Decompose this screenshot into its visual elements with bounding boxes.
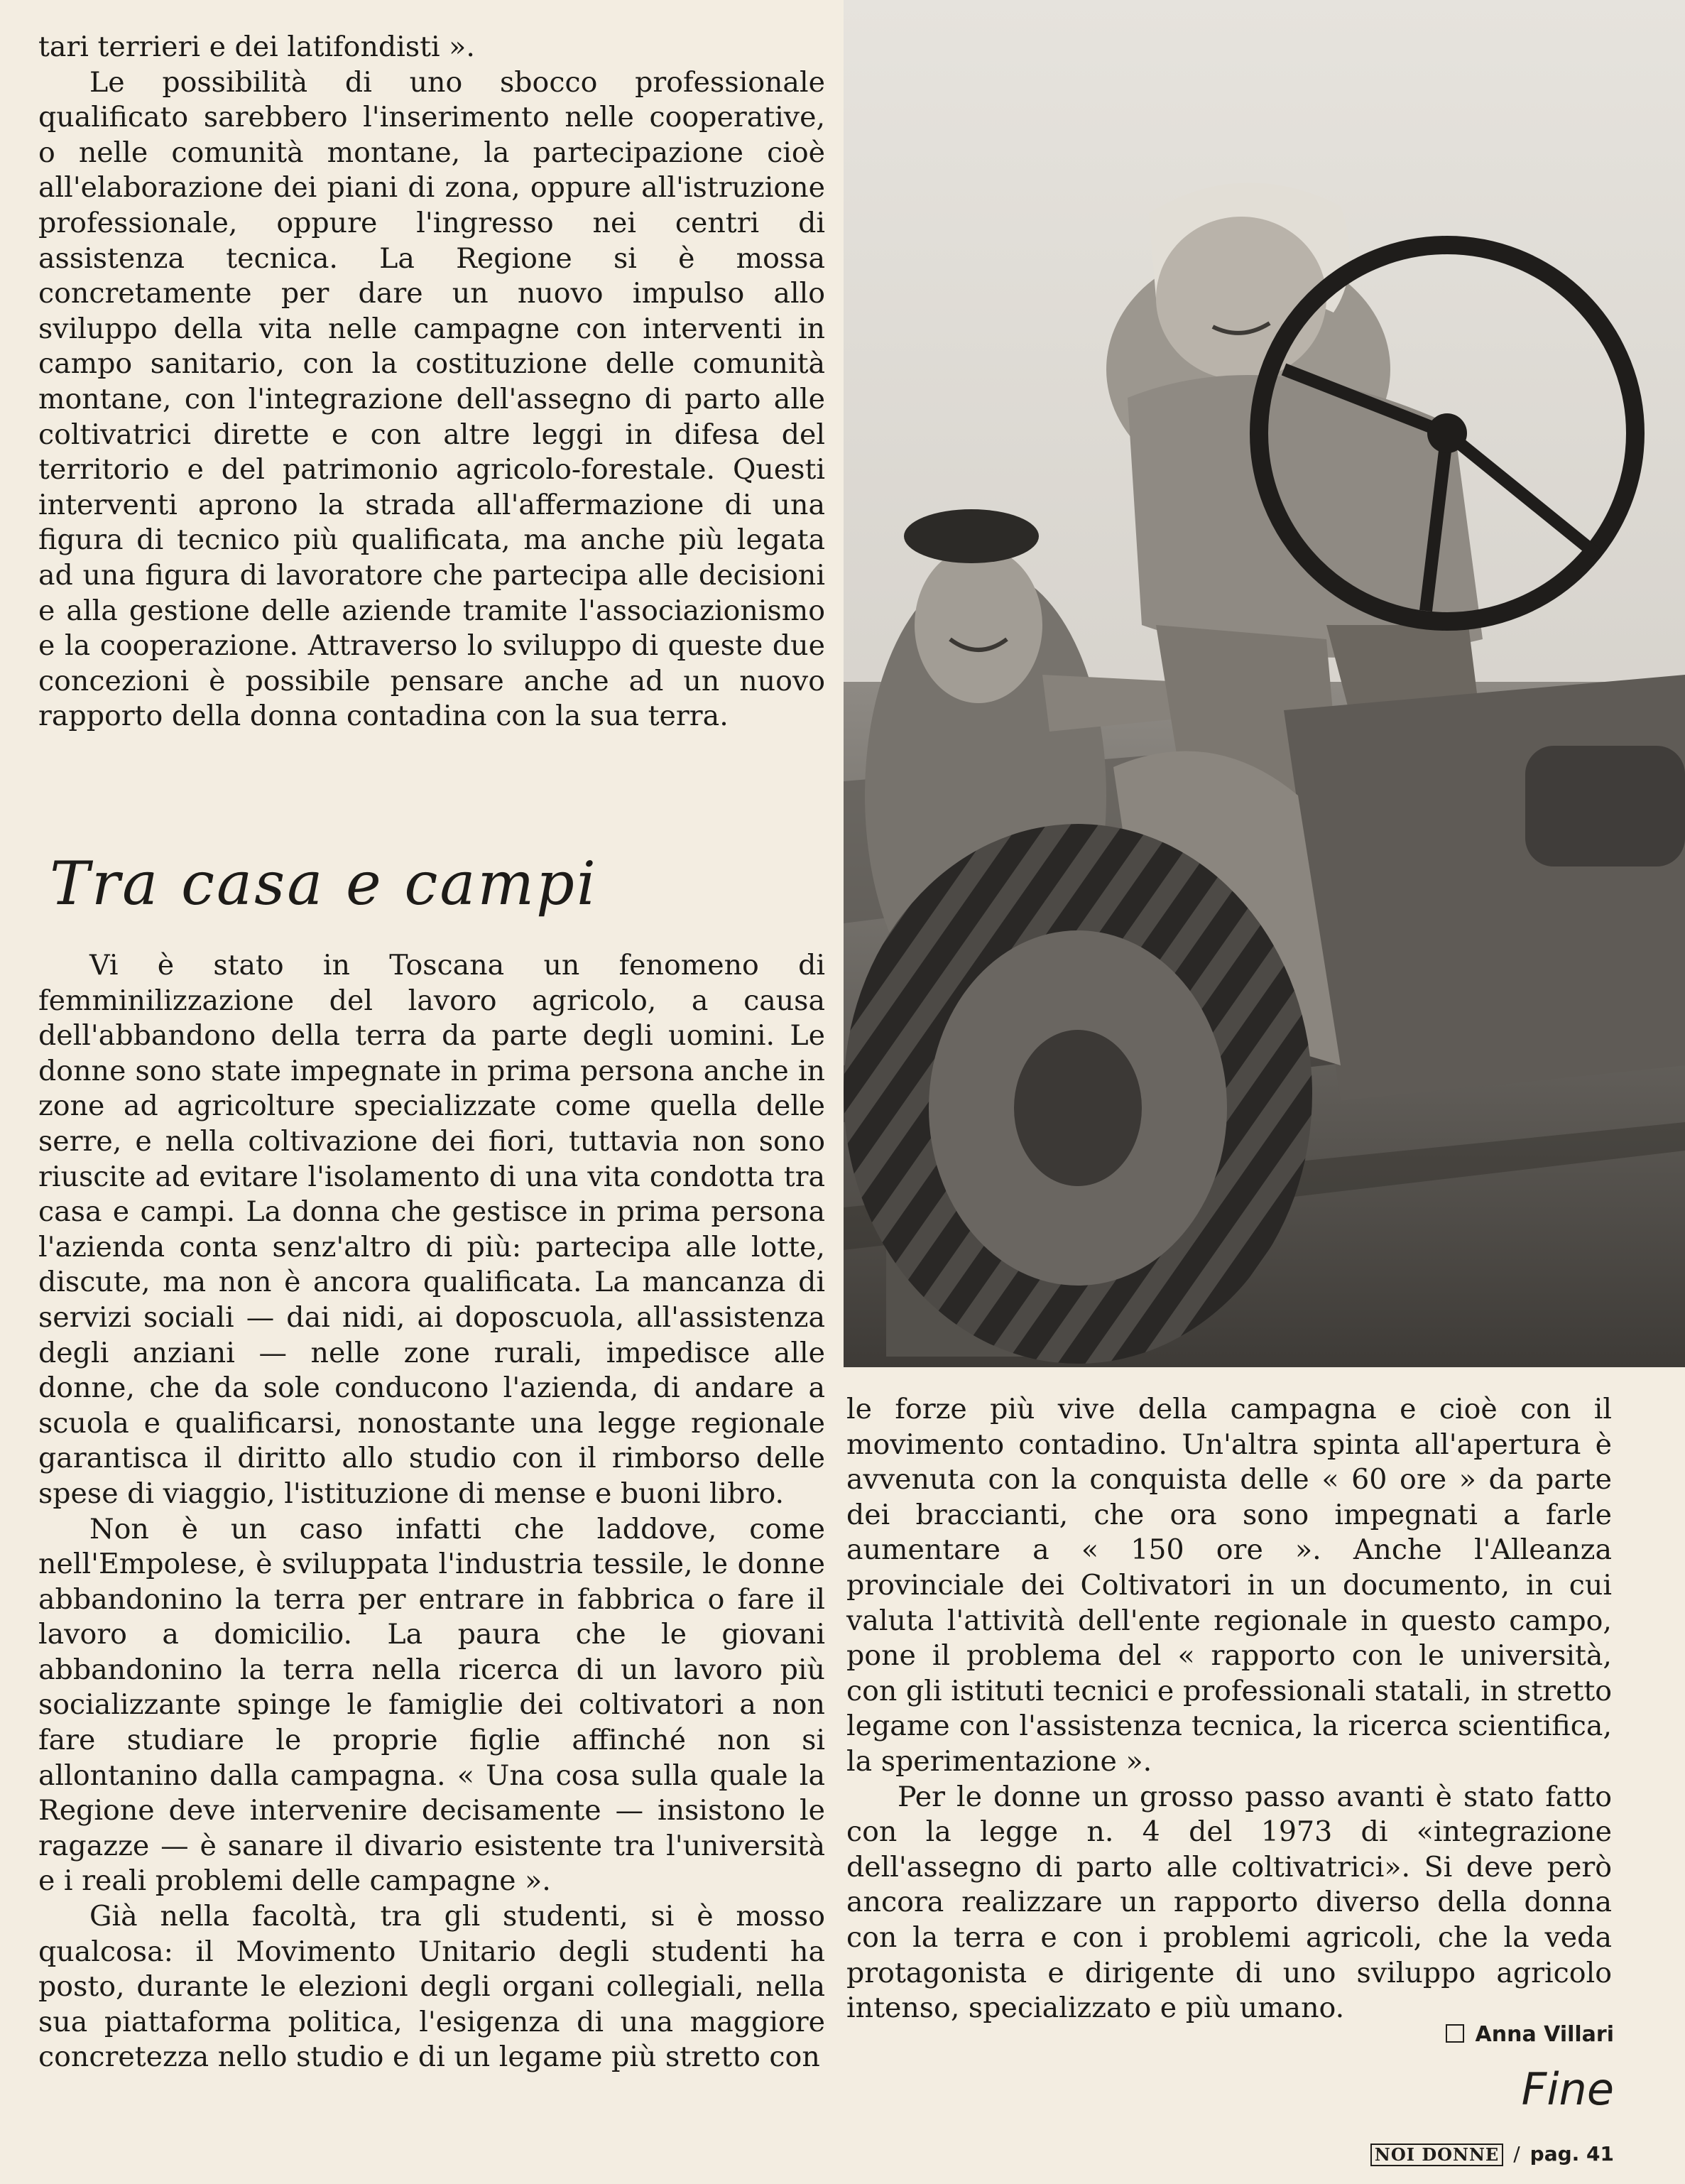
footer-separator: / bbox=[1513, 2142, 1520, 2166]
paragraph: Non è un caso infatti che laddove, come nell'Empolese, è sviluppata l'industria tessile, le donne abbandonino la terra per entrare in fabbrica o fare il lavoro a domicilio. La paura che le giovani abbandonino la terra nella ricerca di un lavoro più socializzante spinge le famiglie dei coltivatori a non fare studiare le proprie figlie affinché non si allontanino dalla campagna. « Una cosa sulla quale la Regione deve intervenire decisamente — insistono le ragazze — è sanare il divario esistente tra l'università e i reali problemi delle campagne ». bbox=[38, 1512, 825, 1898]
paragraph: Già nella facoltà, tra gli studenti, si è mosso qualcosa: il Movimento Unitario degli studenti ha posto, durante le elezioni degli organi collegiali, nella sua piattaforma politica, l'esigenza di una maggiore concretezza nello studio e di un legame più stretto con bbox=[38, 1900, 825, 2074]
paragraph: le forze più vive della campagna e cioè con il movimento contadino. Un'altra spinta all'apertura è avvenuta con la conquista delle « 60 ore » da parte dei braccianti, che ora sono impegnati a farle aumentare a « 150 ore ». Anche l'Alleanza provinciale dei Coltivatori in un documento, in cui valuta l'attività dell'ente regionale in questo campo, pone il problema del « rapporto con le università, con gli istituti tecnici e professionali statali, in stretto legame con l'assistenza tecnica, la ricerca scientifica, la sperimentazione ». bbox=[846, 1393, 1612, 1778]
article-text-left-top bbox=[38, 30, 825, 734]
paragraph: tari terrieri e dei latifondisti ». bbox=[38, 31, 475, 63]
article-text-left-bottom bbox=[38, 948, 825, 2075]
author-name: Anna Villari bbox=[1475, 2022, 1614, 2047]
end-mark: Fine bbox=[1521, 2063, 1614, 2115]
paragraph: Per le donne un grosso passo avanti è stato fatto con la legge n. 4 del 1973 di «integrazione dell'assegno di parto alle coltivatrici». Si deve però ancora realizzare un rapporto diverso della donna con la terra e con i problemi agricoli, che la veda protagonista e dirigente di uno sviluppo agricolo intenso, specializzato e più umano. bbox=[846, 1780, 1612, 2025]
section-heading: Tra casa e campi bbox=[50, 849, 598, 918]
photo-farm-workers-tractor bbox=[844, 0, 1685, 1367]
paragraph: Vi è stato in Toscana un fenomeno di femminilizzazione del lavoro agricolo, a causa dell'abbandono della terra da parte degli uomini. Le donne sono state impegnate in prima persona anche in zone ad agricolture specializzate come quella delle serre, e nella coltivazione dei fiori, tuttavia non sono riuscite ad evitare l'isolamento di una vita condotta tra casa e campi. La donna che gestisce in prima persona l'azienda conta senz'altro di più: partecipa alle lotte, discute, ma non è ancora qualificata. La mancanza di servizi sociali — dai nidi, ai doposcuola, all'assistenza degli anziani — nelle zone rurali, impedisce alle donne, che da sole conducono l'azienda, di andare a scuola e qualificarsi, nonostante una legge regionale garantisca il diritto allo studio con il rimborso delle spese di viaggio, l'istituzione di mense e buoni libro. bbox=[38, 949, 825, 1510]
byline bbox=[1446, 2022, 1614, 2047]
page-footer bbox=[1370, 2142, 1614, 2166]
square-bullet-icon bbox=[1446, 2024, 1464, 2043]
article-text-right-bottom bbox=[846, 1392, 1612, 2026]
paragraph: Le possibilità di uno sbocco professionale qualificato sarebbero l'inserimento nelle cooperative, o nelle comunità montane, la partecipazione cioè all'elaborazione dei piani di zona, oppure all'istruzione professionale, oppure l'ingresso nei centri di assistenza tecnica. La Regione si è mossa concretamente per dare un nuovo impulso allo sviluppo della vita nelle campagne con interventi in campo sanitario, con la costituzione delle comunità montane, con l'integrazione dell'assegno di parto alle coltivatrici dirette e con altre leggi in difesa del territorio e del patrimonio agricolo-forestale. Questi interventi aprono la strada all'affermazione di una figura di tecnico più qualificata, ma anche più legata ad una figura di lavoratore che partecipa alle decisioni e alla gestione delle aziende tramite l'associazionismo e la cooperazione. Attraverso lo sviluppo di queste due concezioni è possibile pensare anche ad un nuovo rapporto della donna contadina con la sua terra. bbox=[38, 65, 825, 733]
magazine-logo: NOI DONNE bbox=[1370, 2144, 1503, 2166]
page-number: pag. 41 bbox=[1529, 2142, 1614, 2166]
